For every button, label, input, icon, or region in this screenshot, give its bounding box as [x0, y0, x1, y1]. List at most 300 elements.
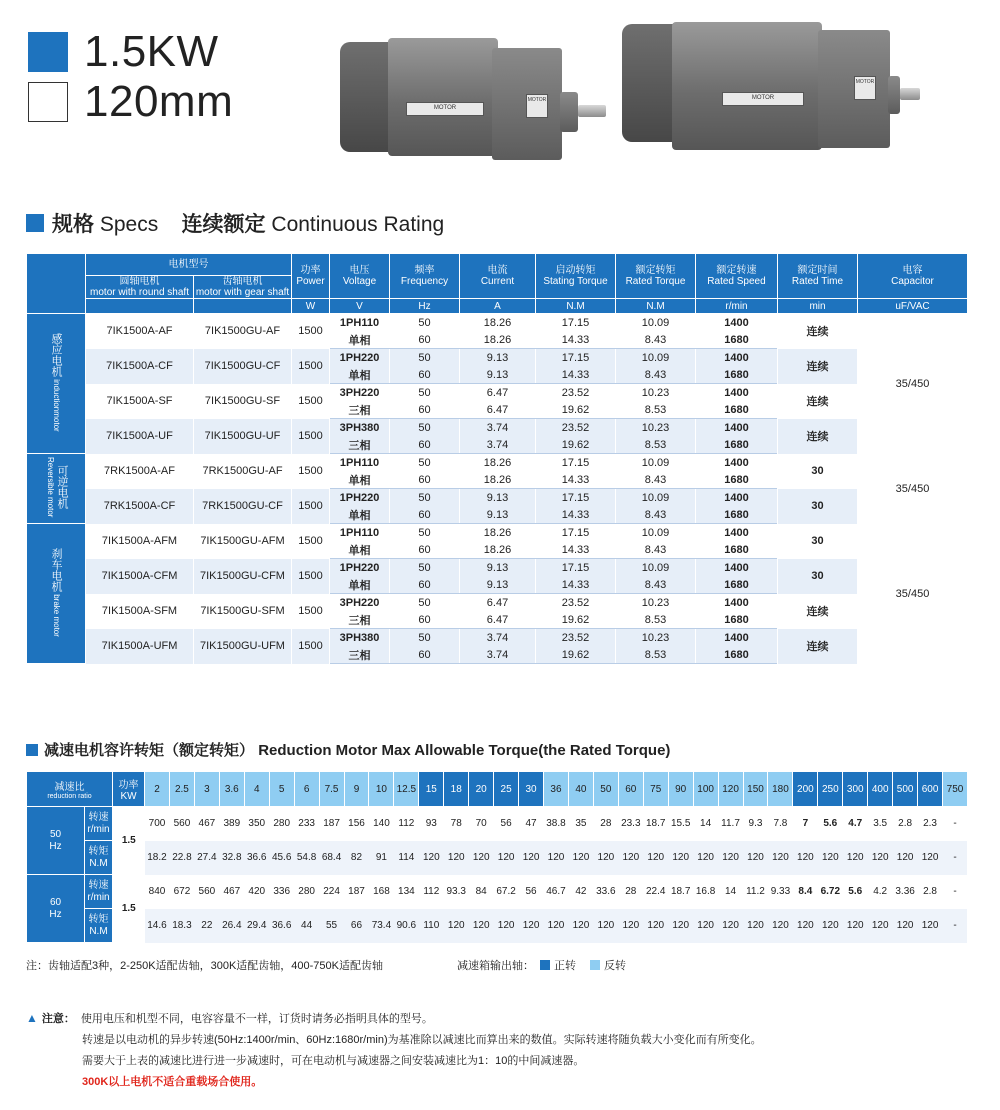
frequency-value: 50 [390, 489, 460, 507]
torque-value: 120 [469, 841, 494, 875]
torque-value: 67.2 [494, 875, 519, 909]
motor-group-label [27, 314, 86, 454]
torque-value: 120 [743, 909, 768, 943]
rated-torque-unit: N.M [616, 299, 696, 314]
torque-value: 3.5 [868, 807, 893, 841]
gear-shaft-header: 齿轴电机 motor with gear shaft [194, 276, 292, 299]
current-value: 6.47 [460, 401, 536, 419]
torque-value: 35 [568, 807, 593, 841]
power-value: 1500 [292, 629, 330, 664]
frequency-value: 60 [390, 366, 460, 384]
torque-value: 120 [444, 841, 469, 875]
torque-value: 120 [843, 909, 868, 943]
torque-value: 91 [369, 841, 394, 875]
power-value: 1500 [292, 454, 330, 489]
torque-value: 56 [519, 875, 544, 909]
torque-row [27, 807, 968, 841]
rated-time-value: 30 [778, 559, 858, 594]
voltage-value: 单相 [330, 331, 390, 349]
rated-torque-value: 8.43 [616, 541, 696, 559]
torque-value: 42 [568, 875, 593, 909]
capacitor-value: 35/450 [858, 314, 968, 454]
caution-line-4: 300K以上电机不适合重载场合使用。 [82, 1076, 263, 1088]
torque-value: 15.5 [668, 807, 693, 841]
torque-value: 93.3 [444, 875, 469, 909]
torque-value: 120 [444, 909, 469, 943]
voltage-value: 3PH380 [330, 419, 390, 437]
frequency-value: 50 [390, 629, 460, 647]
torque-value: 18.2 [145, 841, 170, 875]
ratio-header [27, 772, 113, 807]
ratio-cell: 5 [269, 772, 294, 807]
current-value: 18.26 [460, 454, 536, 472]
torque-value: 120 [519, 909, 544, 943]
torque-section-title [26, 739, 670, 760]
torque-value: 350 [244, 807, 269, 841]
torque-value: 5.6 [843, 875, 868, 909]
voltage-value: 三相 [330, 436, 390, 454]
torque-value: 90.6 [394, 909, 419, 943]
frequency-value: 50 [390, 594, 460, 612]
power-value: 1500 [292, 419, 330, 454]
gear-shaft-model: 7IK1500GU-SFM [194, 594, 292, 629]
ratio-cell: 60 [618, 772, 643, 807]
torque-value: 467 [194, 807, 219, 841]
torque-table [26, 771, 968, 943]
torque-value: 134 [394, 875, 419, 909]
specs-section-title [26, 208, 444, 238]
starting-torque-value: 14.33 [536, 541, 616, 559]
current-value: 6.47 [460, 384, 536, 402]
motor-group-cn: 刹车电机 [50, 547, 62, 592]
torque-value: 2.8 [893, 807, 918, 841]
forward-label: 正转 [554, 960, 576, 972]
starting-torque-value: 19.62 [536, 401, 616, 419]
torque-value: 73.4 [369, 909, 394, 943]
ratio-cell: 3.6 [219, 772, 244, 807]
gear-note: 注：齿轴适配3种，2-250K适配齿轴，300K适配齿轴，400-750K适配齿轴 [26, 960, 383, 972]
motor-group-label [27, 524, 86, 664]
round-shaft-model: 7RK1500A-CF [86, 489, 194, 524]
motor-group-text [50, 548, 62, 637]
torque-value: 22 [194, 909, 219, 943]
spec-row [27, 524, 968, 542]
torque-value: 114 [394, 841, 419, 875]
torque-value: 120 [868, 841, 893, 875]
torque-value: 5.6 [818, 807, 843, 841]
torque-value: - [943, 875, 968, 909]
torque-value: 120 [419, 841, 444, 875]
spec-row [27, 419, 968, 437]
starting-torque-value: 23.52 [536, 594, 616, 612]
torque-value: 84 [469, 875, 494, 909]
torque-value: 187 [319, 807, 344, 841]
voltage-value: 1PH110 [330, 524, 390, 542]
torque-table-body [27, 807, 968, 943]
spec-row [27, 629, 968, 647]
ratio-cell: 7.5 [319, 772, 344, 807]
row-type-label: 转矩 N.M [85, 841, 113, 875]
current-value: 18.26 [460, 471, 536, 489]
torque-value: 33.6 [593, 875, 618, 909]
model-group-header: 电机型号 [86, 254, 292, 276]
torque-value: 120 [519, 841, 544, 875]
torque-value: 120 [868, 909, 893, 943]
torque-value: 2.8 [918, 875, 943, 909]
gear-shaft-model: 7IK1500GU-AF [194, 314, 292, 349]
gear-shaft-model: 7IK1500GU-AFM [194, 524, 292, 559]
round-shaft-header: 圆轴电机 motor with round shaft [86, 276, 194, 299]
torque-value: 120 [668, 841, 693, 875]
row-type-label: 转速 r/min [85, 875, 113, 909]
round-shaft-model: 7IK1500A-UF [86, 419, 194, 454]
torque-value: 4.2 [868, 875, 893, 909]
ratio-cell: 20 [469, 772, 494, 807]
ratio-cell: 30 [519, 772, 544, 807]
kw-header-en: KW [120, 791, 137, 802]
ratio-header-cn: 减速比 [54, 781, 85, 793]
rated-speed-unit: r/min [696, 299, 778, 314]
torque-value: 4.7 [843, 807, 868, 841]
torque-value: 120 [768, 841, 793, 875]
rating-title-en: Continuous Rating [271, 213, 445, 236]
power-value: 1500 [292, 489, 330, 524]
torque-value: 233 [294, 807, 319, 841]
power-unit: W [292, 299, 330, 314]
torque-value: 120 [918, 909, 943, 943]
frequency-value: 60 [390, 611, 460, 629]
frequency-value: 50 [390, 349, 460, 367]
ratio-cell: 500 [893, 772, 918, 807]
starting-torque-value: 19.62 [536, 611, 616, 629]
torque-value: 36.6 [244, 841, 269, 875]
torque-value: 112 [394, 807, 419, 841]
frequency-value: 50 [390, 454, 460, 472]
gear-shaft-model: 7IK1500GU-CFM [194, 559, 292, 594]
torque-value: 120 [494, 841, 519, 875]
ratio-cell: 600 [918, 772, 943, 807]
spec-row [27, 454, 968, 472]
torque-value: 280 [269, 807, 294, 841]
rated-speed-value: 1400 [696, 314, 778, 332]
torque-value: 120 [469, 909, 494, 943]
voltage-header: 电压 Voltage [330, 254, 390, 299]
voltage-value: 1PH220 [330, 489, 390, 507]
starting-torque-unit: N.M [536, 299, 616, 314]
gear-shaft-model: 7IK1500GU-SF [194, 384, 292, 419]
current-value: 9.13 [460, 559, 536, 577]
rating-title-cn: 连续额定 [181, 213, 266, 236]
gear-unit-blank [194, 299, 292, 314]
rated-time-header: 额定时间 Rated Time [778, 254, 858, 299]
gear-shaft-model: 7RK1500GU-AF [194, 454, 292, 489]
torque-value: 120 [618, 841, 643, 875]
current-value: 9.13 [460, 349, 536, 367]
rated-speed-value: 1400 [696, 629, 778, 647]
rated-speed-value: 1400 [696, 349, 778, 367]
row-type-label: 转速 r/min [85, 807, 113, 841]
torque-value: 120 [718, 841, 743, 875]
torque-value: 700 [145, 807, 170, 841]
current-value: 18.26 [460, 524, 536, 542]
torque-value: 55 [319, 909, 344, 943]
ratio-cell: 400 [868, 772, 893, 807]
ratio-cell: 25 [494, 772, 519, 807]
torque-value: 672 [169, 875, 194, 909]
ratio-cell: 150 [743, 772, 768, 807]
torque-value: - [943, 807, 968, 841]
frequency-label: 50 Hz [27, 807, 85, 875]
torque-value: 120 [693, 841, 718, 875]
rated-time-value: 连续 [778, 419, 858, 454]
voltage-value: 3PH380 [330, 629, 390, 647]
torque-value: 32.8 [219, 841, 244, 875]
rated-time-value: 连续 [778, 384, 858, 419]
torque-value: 120 [568, 909, 593, 943]
ratio-cell: 2.5 [169, 772, 194, 807]
rated-time-value: 30 [778, 489, 858, 524]
torque-value: 14.6 [145, 909, 170, 943]
power-label: 1.5KW [84, 27, 219, 76]
motor-nameplate-right: MOTOR [722, 92, 804, 106]
gear-shaft-model: 7IK1500GU-UFM [194, 629, 292, 664]
torque-value: 23.3 [618, 807, 643, 841]
torque-value: 68.4 [319, 841, 344, 875]
round-unit-blank [86, 299, 194, 314]
torque-title-en: Reduction Motor Max Allowable Torque(the Rated Torque) [258, 742, 671, 759]
rated-torque-value: 10.23 [616, 384, 696, 402]
kw-header [113, 772, 145, 807]
torque-value: 45.6 [269, 841, 294, 875]
rated-torque-value: 8.53 [616, 646, 696, 664]
rotation-legend [457, 957, 626, 973]
specs-table-body [27, 314, 968, 664]
rated-torque-value: 10.09 [616, 314, 696, 332]
torque-value: 14 [693, 807, 718, 841]
rated-speed-header: 额定转速 Rated Speed [696, 254, 778, 299]
current-header: 电流 Current [460, 254, 536, 299]
ratio-cell: 300 [843, 772, 868, 807]
motor-group-cn: 感应电机 [50, 332, 62, 377]
starting-torque-value: 14.33 [536, 506, 616, 524]
motor-gear-label-left: MOTOR [526, 94, 548, 118]
rated-time-value: 30 [778, 454, 858, 489]
torque-value: 168 [369, 875, 394, 909]
frequency-value: 50 [390, 419, 460, 437]
torque-value: 120 [593, 909, 618, 943]
frequency-value: 60 [390, 401, 460, 419]
torque-value: 44 [294, 909, 319, 943]
ratio-cell: 15 [419, 772, 444, 807]
ratio-cell: 180 [768, 772, 793, 807]
rated-speed-value: 1680 [696, 506, 778, 524]
caution-line-3: 需要大于上表的减速比进行进一步减速时，可在电动机与减速器之间安装减速比为1：10的中间减速器。 [82, 1055, 585, 1067]
power-value: 1500 [292, 349, 330, 384]
torque-value: 110 [419, 909, 444, 943]
frequency-value: 60 [390, 436, 460, 454]
ratio-cell: 250 [818, 772, 843, 807]
current-value: 9.13 [460, 576, 536, 594]
gear-shaft-model: 7IK1500GU-UF [194, 419, 292, 454]
frequency-value: 50 [390, 559, 460, 577]
torque-value: 120 [568, 841, 593, 875]
torque-value: 2.3 [918, 807, 943, 841]
torque-value: 56 [494, 807, 519, 841]
torque-value: 6.72 [818, 875, 843, 909]
torque-value: 467 [219, 875, 244, 909]
current-value: 9.13 [460, 506, 536, 524]
voltage-value: 三相 [330, 401, 390, 419]
frequency-value: 60 [390, 471, 460, 489]
ratio-cell: 120 [718, 772, 743, 807]
torque-value: 47 [519, 807, 544, 841]
round-shaft-model: 7RK1500A-AF [86, 454, 194, 489]
torque-value: 82 [344, 841, 369, 875]
size-label: 120mm [84, 77, 234, 126]
rated-speed-value: 1400 [696, 489, 778, 507]
ratio-cell: 12.5 [394, 772, 419, 807]
ratio-cell: 2 [145, 772, 170, 807]
ratio-cell: 75 [643, 772, 668, 807]
current-value: 6.47 [460, 594, 536, 612]
torque-value: 120 [643, 909, 668, 943]
motor-group-text [44, 453, 68, 522]
torque-value: 120 [893, 841, 918, 875]
voltage-value: 三相 [330, 611, 390, 629]
rated-time-value: 连续 [778, 314, 858, 349]
torque-row [27, 841, 968, 875]
torque-value: 29.4 [244, 909, 269, 943]
torque-value: 156 [344, 807, 369, 841]
empty-square-marker [28, 82, 68, 122]
spec-row [27, 314, 968, 332]
current-value: 3.74 [460, 436, 536, 454]
row-type-label: 转矩 N.M [85, 909, 113, 943]
torque-value: - [943, 841, 968, 875]
legend-label: 减速箱输出轴： [457, 960, 534, 972]
starting-torque-value: 14.33 [536, 366, 616, 384]
caution-line-2: 转速是以电动机的异步转速(50Hz:1400r/min、60Hz:1680r/min)为基准除以减速比而算出来的数值。实际转速将随负载大小变化而有所变化。 [82, 1034, 762, 1046]
starting-torque-value: 17.15 [536, 454, 616, 472]
round-shaft-model: 7IK1500A-SF [86, 384, 194, 419]
torque-value: 120 [793, 909, 818, 943]
torque-value: 28 [593, 807, 618, 841]
rated-speed-value: 1680 [696, 401, 778, 419]
frequency-value: 60 [390, 506, 460, 524]
torque-value: 120 [593, 841, 618, 875]
frequency-value: 60 [390, 576, 460, 594]
voltage-value: 单相 [330, 541, 390, 559]
torque-value: 27.4 [194, 841, 219, 875]
voltage-value: 单相 [330, 366, 390, 384]
caution-line-1: 使用电压和机型不同，电容容量不一样，订货时请务必指明具体的型号。 [80, 1013, 433, 1025]
starting-torque-value: 17.15 [536, 524, 616, 542]
reverse-swatch [590, 960, 600, 970]
current-value: 6.47 [460, 611, 536, 629]
capacitor-value: 35/450 [858, 524, 968, 664]
caution-lead: 注意： [41, 1013, 75, 1025]
current-value: 3.74 [460, 419, 536, 437]
torque-value: 140 [369, 807, 394, 841]
rated-torque-value: 8.43 [616, 366, 696, 384]
spec-row [27, 559, 968, 577]
torque-value: 8.4 [793, 875, 818, 909]
starting-torque-value: 23.52 [536, 384, 616, 402]
torque-value: 9.3 [743, 807, 768, 841]
ratio-cell: 90 [668, 772, 693, 807]
starting-torque-value: 17.15 [536, 489, 616, 507]
torque-value: 120 [544, 909, 569, 943]
torque-value: 22.4 [643, 875, 668, 909]
rated-torque-value: 8.53 [616, 401, 696, 419]
rated-speed-value: 1680 [696, 541, 778, 559]
power-value: 1500 [292, 384, 330, 419]
round-shaft-model: 7IK1500A-AF [86, 314, 194, 349]
voltage-unit: V [330, 299, 390, 314]
rated-speed-value: 1680 [696, 646, 778, 664]
gear-shaft-model: 7IK1500GU-CF [194, 349, 292, 384]
power-value: 1500 [292, 594, 330, 629]
torque-value: 120 [618, 909, 643, 943]
power-value: 1500 [292, 314, 330, 349]
spec-row [27, 594, 968, 612]
torque-value: 11.2 [743, 875, 768, 909]
rated-torque-value: 8.53 [616, 436, 696, 454]
rated-time-unit: min [778, 299, 858, 314]
torque-value: 93 [419, 807, 444, 841]
torque-row [27, 909, 968, 943]
frequency-value: 60 [390, 541, 460, 559]
ratio-cell: 36 [544, 772, 569, 807]
rated-speed-value: 1400 [696, 454, 778, 472]
torque-value: 120 [768, 909, 793, 943]
rated-speed-value: 1680 [696, 366, 778, 384]
torque-value: 7.8 [768, 807, 793, 841]
rated-torque-value: 10.23 [616, 594, 696, 612]
rated-torque-value: 8.43 [616, 331, 696, 349]
starting-torque-value: 14.33 [536, 331, 616, 349]
torque-value: 120 [544, 841, 569, 875]
rated-torque-value: 10.09 [616, 559, 696, 577]
starting-torque-value: 19.62 [536, 436, 616, 454]
starting-torque-header: 启动转矩 Stating Torque [536, 254, 616, 299]
power-row [28, 28, 233, 76]
starting-torque-value: 14.33 [536, 471, 616, 489]
ratio-cell: 9 [344, 772, 369, 807]
torque-value: 336 [269, 875, 294, 909]
spec-row [27, 384, 968, 402]
current-value: 9.13 [460, 366, 536, 384]
spec-row [27, 349, 968, 367]
voltage-value: 1PH110 [330, 454, 390, 472]
frequency-value: 50 [390, 314, 460, 332]
torque-value: 26.4 [219, 909, 244, 943]
power-value: 1500 [292, 559, 330, 594]
starting-torque-value: 19.62 [536, 646, 616, 664]
rated-speed-value: 1400 [696, 384, 778, 402]
capacitor-value: 35/450 [858, 454, 968, 524]
kw-value: 1.5 [113, 875, 145, 943]
torque-value: 120 [643, 841, 668, 875]
rated-torque-value: 10.09 [616, 349, 696, 367]
ratio-cell: 50 [593, 772, 618, 807]
torque-value: 120 [693, 909, 718, 943]
specs-title-en: Specs [99, 213, 159, 236]
torque-title-cn: 减速电机容许转矩（额定转矩） [44, 742, 255, 759]
ratio-cell: 6 [294, 772, 319, 807]
motor-image-left [340, 30, 610, 160]
torque-value: 120 [668, 909, 693, 943]
